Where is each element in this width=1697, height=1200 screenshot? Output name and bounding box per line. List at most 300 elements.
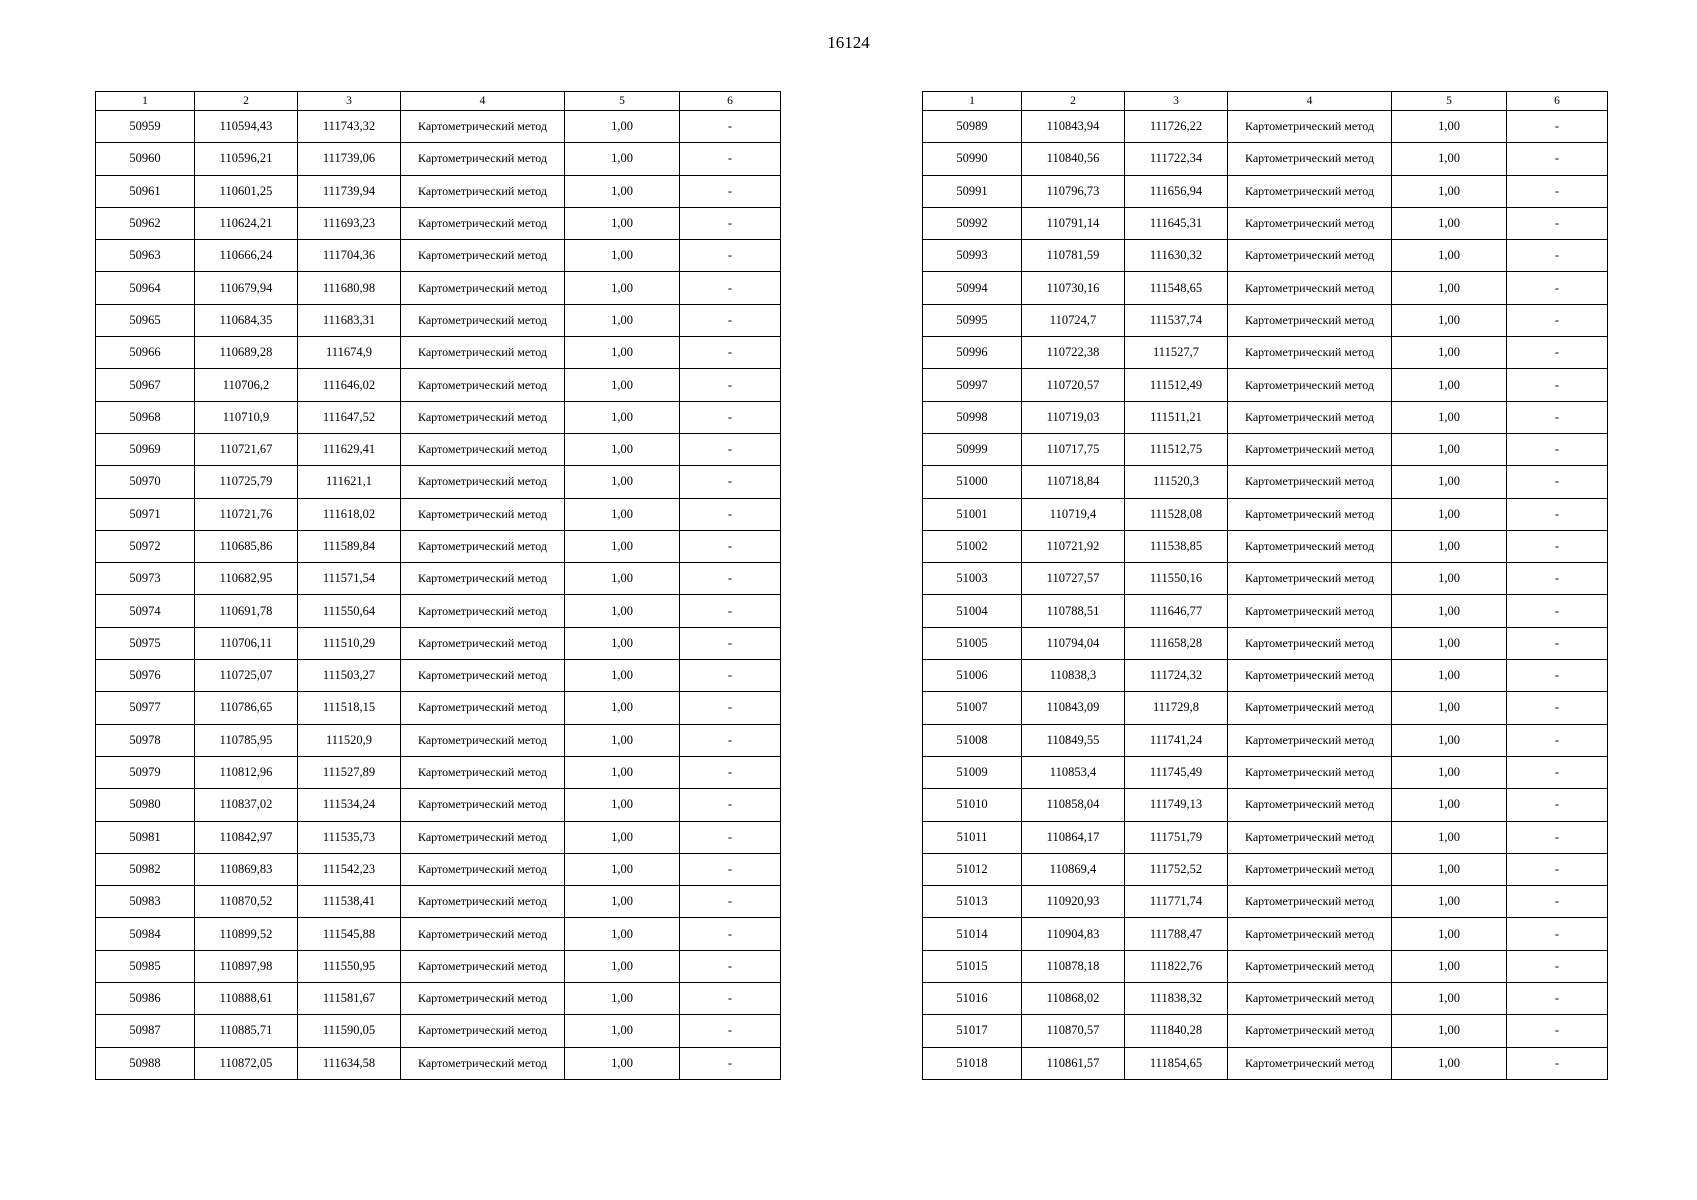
description-cell: - xyxy=(680,1015,781,1047)
method-cell: Картометрический метод xyxy=(401,304,565,336)
description-cell: - xyxy=(680,530,781,562)
table-row xyxy=(923,821,1608,853)
point-number-cell: 51013 xyxy=(923,886,1022,918)
point-number-cell: 50960 xyxy=(96,143,195,175)
description-cell: - xyxy=(1507,595,1608,627)
table-row xyxy=(96,821,781,853)
y-coordinate-cell: 111520,3 xyxy=(1125,466,1228,498)
accuracy-cell: 1,00 xyxy=(565,143,680,175)
description-cell: - xyxy=(680,853,781,885)
accuracy-cell: 1,00 xyxy=(565,498,680,530)
y-coordinate-cell: 111630,32 xyxy=(1125,240,1228,272)
point-number-cell: 51016 xyxy=(923,983,1022,1015)
table-row xyxy=(923,304,1608,336)
point-number-cell: 51017 xyxy=(923,1015,1022,1047)
header-row xyxy=(923,92,1608,111)
point-number-cell: 50989 xyxy=(923,111,1022,143)
table-row xyxy=(923,563,1608,595)
y-coordinate-cell: 111752,52 xyxy=(1125,853,1228,885)
description-cell: - xyxy=(680,724,781,756)
y-coordinate-cell: 111503,27 xyxy=(298,660,401,692)
description-cell: - xyxy=(1507,660,1608,692)
point-number-cell: 51002 xyxy=(923,530,1022,562)
method-cell: Картометрический метод xyxy=(1228,530,1392,562)
table-row xyxy=(96,143,781,175)
x-coordinate-cell: 110885,71 xyxy=(195,1015,298,1047)
point-number-cell: 50975 xyxy=(96,627,195,659)
accuracy-cell: 1,00 xyxy=(1392,983,1507,1015)
y-coordinate-cell: 111511,21 xyxy=(1125,401,1228,433)
column-header: 5 xyxy=(1392,92,1507,111)
table-row xyxy=(923,433,1608,465)
table-row xyxy=(923,918,1608,950)
table-row xyxy=(96,530,781,562)
description-cell: - xyxy=(1507,175,1608,207)
table-row xyxy=(96,983,781,1015)
description-cell: - xyxy=(1507,401,1608,433)
y-coordinate-cell: 111537,74 xyxy=(1125,304,1228,336)
method-cell: Картометрический метод xyxy=(401,401,565,433)
y-coordinate-cell: 111518,15 xyxy=(298,692,401,724)
y-coordinate-cell: 111590,05 xyxy=(298,1015,401,1047)
column-header: 6 xyxy=(680,92,781,111)
x-coordinate-cell: 110904,83 xyxy=(1022,918,1125,950)
accuracy-cell: 1,00 xyxy=(565,950,680,982)
description-cell: - xyxy=(680,272,781,304)
accuracy-cell: 1,00 xyxy=(565,627,680,659)
y-coordinate-cell: 111771,74 xyxy=(1125,886,1228,918)
accuracy-cell: 1,00 xyxy=(1392,1015,1507,1047)
accuracy-cell: 1,00 xyxy=(565,1015,680,1047)
description-cell: - xyxy=(680,756,781,788)
y-coordinate-cell: 111545,88 xyxy=(298,918,401,950)
method-cell: Картометрический метод xyxy=(401,337,565,369)
table-row xyxy=(923,756,1608,788)
table-row xyxy=(96,207,781,239)
point-number-cell: 51004 xyxy=(923,595,1022,627)
method-cell: Картометрический метод xyxy=(1228,272,1392,304)
table-row xyxy=(923,175,1608,207)
point-number-cell: 50988 xyxy=(96,1047,195,1079)
y-coordinate-cell: 111726,22 xyxy=(1125,111,1228,143)
table-row xyxy=(923,272,1608,304)
point-number-cell: 51005 xyxy=(923,627,1022,659)
method-cell: Картометрический метод xyxy=(1228,433,1392,465)
point-number-cell: 51008 xyxy=(923,724,1022,756)
table-row xyxy=(923,207,1608,239)
method-cell: Картометрический метод xyxy=(1228,466,1392,498)
description-cell: - xyxy=(1507,530,1608,562)
method-cell: Картометрический метод xyxy=(401,983,565,1015)
y-coordinate-cell: 111527,89 xyxy=(298,756,401,788)
x-coordinate-cell: 110872,05 xyxy=(195,1047,298,1079)
description-cell: - xyxy=(1507,111,1608,143)
point-number-cell: 50984 xyxy=(96,918,195,950)
accuracy-cell: 1,00 xyxy=(1392,627,1507,659)
method-cell: Картометрический метод xyxy=(401,466,565,498)
method-cell: Картометрический метод xyxy=(401,595,565,627)
description-cell: - xyxy=(680,498,781,530)
accuracy-cell: 1,00 xyxy=(565,886,680,918)
description-cell: - xyxy=(680,918,781,950)
method-cell: Картометрический метод xyxy=(1228,853,1392,885)
method-cell: Картометрический метод xyxy=(1228,627,1392,659)
description-cell: - xyxy=(1507,756,1608,788)
y-coordinate-cell: 111646,02 xyxy=(298,369,401,401)
accuracy-cell: 1,00 xyxy=(1392,563,1507,595)
y-coordinate-cell: 111512,75 xyxy=(1125,433,1228,465)
method-cell: Картометрический метод xyxy=(401,724,565,756)
x-coordinate-cell: 110888,61 xyxy=(195,983,298,1015)
table-row xyxy=(96,563,781,595)
method-cell: Картометрический метод xyxy=(1228,1047,1392,1079)
description-cell: - xyxy=(1507,1047,1608,1079)
accuracy-cell: 1,00 xyxy=(1392,466,1507,498)
accuracy-cell: 1,00 xyxy=(565,175,680,207)
accuracy-cell: 1,00 xyxy=(1392,240,1507,272)
point-number-cell: 50993 xyxy=(923,240,1022,272)
y-coordinate-cell: 111729,8 xyxy=(1125,692,1228,724)
method-cell: Картометрический метод xyxy=(401,1015,565,1047)
x-coordinate-cell: 110869,83 xyxy=(195,853,298,885)
table-row xyxy=(96,756,781,788)
x-coordinate-cell: 110858,04 xyxy=(1022,789,1125,821)
description-cell: - xyxy=(680,240,781,272)
method-cell: Картометрический метод xyxy=(401,950,565,982)
point-number-cell: 50971 xyxy=(96,498,195,530)
method-cell: Картометрический метод xyxy=(1228,401,1392,433)
method-cell: Картометрический метод xyxy=(1228,918,1392,950)
method-cell: Картометрический метод xyxy=(1228,756,1392,788)
point-number-cell: 50959 xyxy=(96,111,195,143)
table-row xyxy=(96,240,781,272)
point-number-cell: 50997 xyxy=(923,369,1022,401)
description-cell: - xyxy=(680,821,781,853)
accuracy-cell: 1,00 xyxy=(565,563,680,595)
description-cell: - xyxy=(1507,821,1608,853)
x-coordinate-cell: 110722,38 xyxy=(1022,337,1125,369)
accuracy-cell: 1,00 xyxy=(1392,950,1507,982)
y-coordinate-cell: 111571,54 xyxy=(298,563,401,595)
accuracy-cell: 1,00 xyxy=(1392,1047,1507,1079)
accuracy-cell: 1,00 xyxy=(565,918,680,950)
accuracy-cell: 1,00 xyxy=(565,660,680,692)
accuracy-cell: 1,00 xyxy=(1392,595,1507,627)
y-coordinate-cell: 111683,31 xyxy=(298,304,401,336)
point-number-cell: 50998 xyxy=(923,401,1022,433)
method-cell: Картометрический метод xyxy=(401,369,565,401)
point-number-cell: 50996 xyxy=(923,337,1022,369)
table-row xyxy=(96,111,781,143)
x-coordinate-cell: 110596,21 xyxy=(195,143,298,175)
point-number-cell: 50987 xyxy=(96,1015,195,1047)
y-coordinate-cell: 111550,64 xyxy=(298,595,401,627)
table-row xyxy=(923,240,1608,272)
point-number-cell: 50982 xyxy=(96,853,195,885)
accuracy-cell: 1,00 xyxy=(1392,821,1507,853)
y-coordinate-cell: 111656,94 xyxy=(1125,175,1228,207)
accuracy-cell: 1,00 xyxy=(1392,337,1507,369)
x-coordinate-cell: 110727,57 xyxy=(1022,563,1125,595)
y-coordinate-cell: 111538,85 xyxy=(1125,530,1228,562)
x-coordinate-cell: 110920,93 xyxy=(1022,886,1125,918)
description-cell: - xyxy=(1507,240,1608,272)
method-cell: Картометрический метод xyxy=(401,498,565,530)
table-row xyxy=(923,950,1608,982)
x-coordinate-cell: 110870,52 xyxy=(195,886,298,918)
accuracy-cell: 1,00 xyxy=(1392,756,1507,788)
accuracy-cell: 1,00 xyxy=(1392,272,1507,304)
y-coordinate-cell: 111581,67 xyxy=(298,983,401,1015)
y-coordinate-cell: 111646,77 xyxy=(1125,595,1228,627)
description-cell: - xyxy=(1507,433,1608,465)
accuracy-cell: 1,00 xyxy=(1392,530,1507,562)
point-number-cell: 51009 xyxy=(923,756,1022,788)
description-cell: - xyxy=(1507,789,1608,821)
table-row xyxy=(923,660,1608,692)
description-cell: - xyxy=(1507,563,1608,595)
accuracy-cell: 1,00 xyxy=(565,853,680,885)
accuracy-cell: 1,00 xyxy=(565,530,680,562)
y-coordinate-cell: 111647,52 xyxy=(298,401,401,433)
y-coordinate-cell: 111680,98 xyxy=(298,272,401,304)
table-row xyxy=(96,272,781,304)
page-number: 16124 xyxy=(827,33,870,52)
description-cell: - xyxy=(680,304,781,336)
y-coordinate-cell: 111618,02 xyxy=(298,498,401,530)
x-coordinate-cell: 110796,73 xyxy=(1022,175,1125,207)
x-coordinate-cell: 110682,95 xyxy=(195,563,298,595)
x-coordinate-cell: 110781,59 xyxy=(1022,240,1125,272)
accuracy-cell: 1,00 xyxy=(1392,433,1507,465)
accuracy-cell: 1,00 xyxy=(1392,401,1507,433)
method-cell: Картометрический метод xyxy=(401,563,565,595)
x-coordinate-cell: 110718,84 xyxy=(1022,466,1125,498)
point-number-cell: 51003 xyxy=(923,563,1022,595)
y-coordinate-cell: 111724,32 xyxy=(1125,660,1228,692)
description-cell: - xyxy=(680,886,781,918)
x-coordinate-cell: 110812,96 xyxy=(195,756,298,788)
method-cell: Картометрический метод xyxy=(401,853,565,885)
y-coordinate-cell: 111534,24 xyxy=(298,789,401,821)
method-cell: Картометрический метод xyxy=(401,433,565,465)
y-coordinate-cell: 111589,84 xyxy=(298,530,401,562)
x-coordinate-cell: 110624,21 xyxy=(195,207,298,239)
column-header: 1 xyxy=(923,92,1022,111)
method-cell: Картометрический метод xyxy=(1228,369,1392,401)
method-cell: Картометрический метод xyxy=(1228,240,1392,272)
description-cell: - xyxy=(1507,337,1608,369)
accuracy-cell: 1,00 xyxy=(565,304,680,336)
x-coordinate-cell: 110594,43 xyxy=(195,111,298,143)
accuracy-cell: 1,00 xyxy=(1392,724,1507,756)
description-cell: - xyxy=(680,175,781,207)
x-coordinate-cell: 110864,17 xyxy=(1022,821,1125,853)
description-cell: - xyxy=(1507,886,1608,918)
coordinates-table-right xyxy=(922,91,1608,1080)
method-cell: Картометрический метод xyxy=(401,821,565,853)
description-cell: - xyxy=(1507,466,1608,498)
point-number-cell: 51018 xyxy=(923,1047,1022,1079)
method-cell: Картометрический метод xyxy=(401,660,565,692)
method-cell: Картометрический метод xyxy=(401,756,565,788)
description-cell: - xyxy=(1507,272,1608,304)
method-cell: Картометрический метод xyxy=(1228,660,1392,692)
point-number-cell: 50981 xyxy=(96,821,195,853)
accuracy-cell: 1,00 xyxy=(565,337,680,369)
y-coordinate-cell: 111535,73 xyxy=(298,821,401,853)
table-row xyxy=(96,369,781,401)
method-cell: Картометрический метод xyxy=(401,886,565,918)
method-cell: Картометрический метод xyxy=(401,111,565,143)
column-header: 2 xyxy=(1022,92,1125,111)
table-row xyxy=(96,918,781,950)
x-coordinate-cell: 110719,03 xyxy=(1022,401,1125,433)
x-coordinate-cell: 110706,2 xyxy=(195,369,298,401)
accuracy-cell: 1,00 xyxy=(565,1047,680,1079)
table-row xyxy=(96,1047,781,1079)
x-coordinate-cell: 110837,02 xyxy=(195,789,298,821)
method-cell: Картометрический метод xyxy=(1228,304,1392,336)
method-cell: Картометрический метод xyxy=(401,627,565,659)
method-cell: Картометрический метод xyxy=(1228,595,1392,627)
table-row xyxy=(923,401,1608,433)
x-coordinate-cell: 110785,95 xyxy=(195,724,298,756)
table-row xyxy=(96,433,781,465)
table-row xyxy=(923,789,1608,821)
y-coordinate-cell: 111645,31 xyxy=(1125,207,1228,239)
method-cell: Картометрический метод xyxy=(1228,789,1392,821)
column-header: 4 xyxy=(401,92,565,111)
y-coordinate-cell: 111822,76 xyxy=(1125,950,1228,982)
accuracy-cell: 1,00 xyxy=(565,595,680,627)
x-coordinate-cell: 110710,9 xyxy=(195,401,298,433)
point-number-cell: 51006 xyxy=(923,660,1022,692)
y-coordinate-cell: 111840,28 xyxy=(1125,1015,1228,1047)
table-row xyxy=(923,143,1608,175)
description-cell: - xyxy=(680,337,781,369)
point-number-cell: 51010 xyxy=(923,789,1022,821)
x-coordinate-cell: 110725,79 xyxy=(195,466,298,498)
description-cell: - xyxy=(680,627,781,659)
description-cell: - xyxy=(680,369,781,401)
y-coordinate-cell: 111634,58 xyxy=(298,1047,401,1079)
description-cell: - xyxy=(1507,724,1608,756)
table-row xyxy=(923,983,1608,1015)
y-coordinate-cell: 111658,28 xyxy=(1125,627,1228,659)
table-row xyxy=(96,692,781,724)
point-number-cell: 50978 xyxy=(96,724,195,756)
method-cell: Картометрический метод xyxy=(401,240,565,272)
description-cell: - xyxy=(680,563,781,595)
x-coordinate-cell: 110897,98 xyxy=(195,950,298,982)
point-number-cell: 51000 xyxy=(923,466,1022,498)
table-row xyxy=(96,789,781,821)
method-cell: Картометрический метод xyxy=(401,143,565,175)
x-coordinate-cell: 110849,55 xyxy=(1022,724,1125,756)
method-cell: Картометрический метод xyxy=(1228,950,1392,982)
x-coordinate-cell: 110842,97 xyxy=(195,821,298,853)
method-cell: Картометрический метод xyxy=(401,789,565,821)
description-cell: - xyxy=(680,789,781,821)
description-cell: - xyxy=(680,207,781,239)
y-coordinate-cell: 111520,9 xyxy=(298,724,401,756)
table-row xyxy=(923,466,1608,498)
accuracy-cell: 1,00 xyxy=(1392,175,1507,207)
accuracy-cell: 1,00 xyxy=(1392,304,1507,336)
y-coordinate-cell: 111741,24 xyxy=(1125,724,1228,756)
x-coordinate-cell: 110720,57 xyxy=(1022,369,1125,401)
point-number-cell: 50963 xyxy=(96,240,195,272)
accuracy-cell: 1,00 xyxy=(565,789,680,821)
description-cell: - xyxy=(680,466,781,498)
point-number-cell: 50977 xyxy=(96,692,195,724)
description-cell: - xyxy=(1507,983,1608,1015)
x-coordinate-cell: 110719,4 xyxy=(1022,498,1125,530)
method-cell: Картометрический метод xyxy=(1228,983,1392,1015)
method-cell: Картометрический метод xyxy=(401,207,565,239)
y-coordinate-cell: 111538,41 xyxy=(298,886,401,918)
x-coordinate-cell: 110730,16 xyxy=(1022,272,1125,304)
description-cell: - xyxy=(1507,498,1608,530)
accuracy-cell: 1,00 xyxy=(565,369,680,401)
point-number-cell: 50994 xyxy=(923,272,1022,304)
y-coordinate-cell: 111674,9 xyxy=(298,337,401,369)
y-coordinate-cell: 111527,7 xyxy=(1125,337,1228,369)
table-row xyxy=(96,1015,781,1047)
method-cell: Картометрический метод xyxy=(1228,563,1392,595)
x-coordinate-cell: 110685,86 xyxy=(195,530,298,562)
table-row xyxy=(96,950,781,982)
point-number-cell: 50980 xyxy=(96,789,195,821)
point-number-cell: 50969 xyxy=(96,433,195,465)
y-coordinate-cell: 111512,49 xyxy=(1125,369,1228,401)
accuracy-cell: 1,00 xyxy=(565,240,680,272)
point-number-cell: 50995 xyxy=(923,304,1022,336)
accuracy-cell: 1,00 xyxy=(1392,789,1507,821)
table-row xyxy=(96,401,781,433)
method-cell: Картометрический метод xyxy=(401,530,565,562)
accuracy-cell: 1,00 xyxy=(565,983,680,1015)
description-cell: - xyxy=(680,983,781,1015)
table-row xyxy=(96,337,781,369)
y-coordinate-cell: 111528,08 xyxy=(1125,498,1228,530)
table-row xyxy=(96,466,781,498)
description-cell: - xyxy=(1507,1015,1608,1047)
x-coordinate-cell: 110679,94 xyxy=(195,272,298,304)
accuracy-cell: 1,00 xyxy=(1392,660,1507,692)
table-row xyxy=(96,304,781,336)
method-cell: Картометрический метод xyxy=(1228,337,1392,369)
point-number-cell: 50972 xyxy=(96,530,195,562)
x-coordinate-cell: 110869,4 xyxy=(1022,853,1125,885)
accuracy-cell: 1,00 xyxy=(565,466,680,498)
accuracy-cell: 1,00 xyxy=(565,692,680,724)
y-coordinate-cell: 111751,79 xyxy=(1125,821,1228,853)
method-cell: Картометрический метод xyxy=(401,918,565,950)
coordinates-table-left xyxy=(95,91,781,1080)
y-coordinate-cell: 111739,94 xyxy=(298,175,401,207)
y-coordinate-cell: 111838,32 xyxy=(1125,983,1228,1015)
description-cell: - xyxy=(1507,304,1608,336)
method-cell: Картометрический метод xyxy=(1228,498,1392,530)
x-coordinate-cell: 110838,3 xyxy=(1022,660,1125,692)
y-coordinate-cell: 111739,06 xyxy=(298,143,401,175)
accuracy-cell: 1,00 xyxy=(565,207,680,239)
accuracy-cell: 1,00 xyxy=(1392,207,1507,239)
table-row xyxy=(923,530,1608,562)
description-cell: - xyxy=(680,433,781,465)
